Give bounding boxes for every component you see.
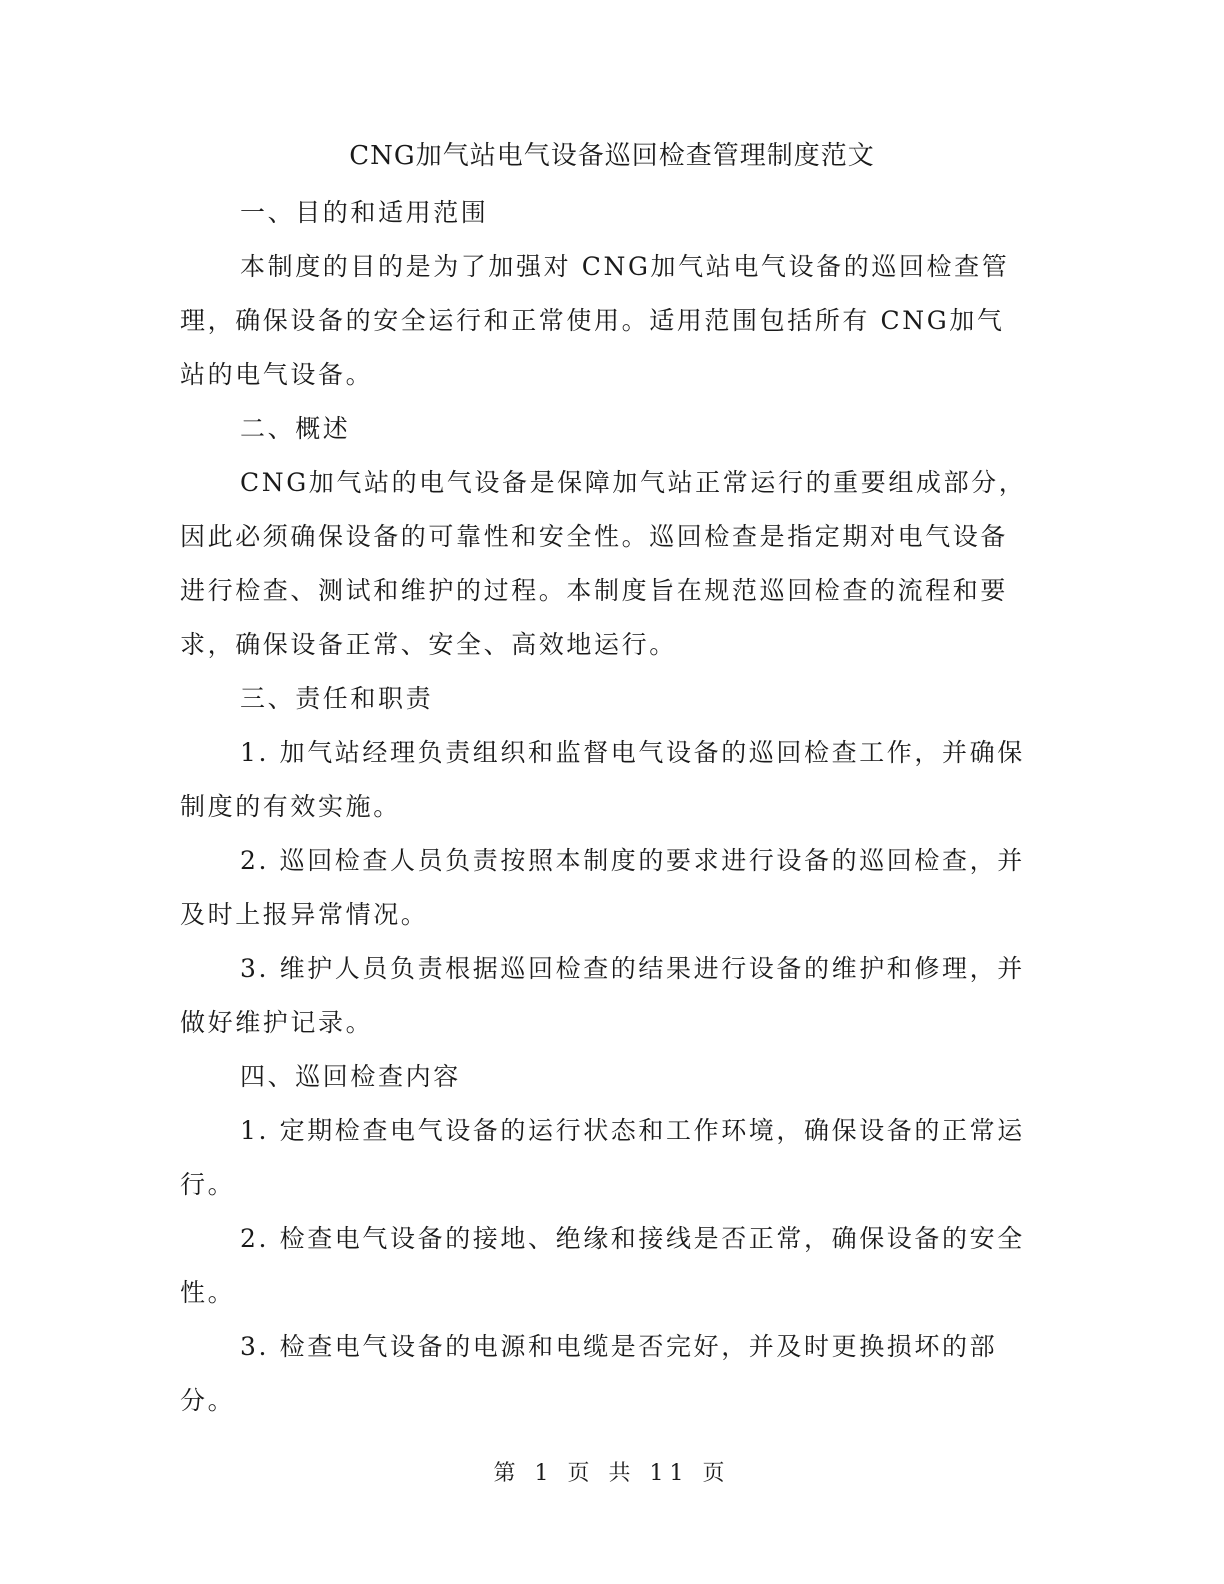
paragraph-purpose: 本制度的目的是为了加强对 CNG加气站电气设备的巡回检查管理，确保设备的安全运行和正常使用。适用范围包括所有 CNG加气站的电气设备。 xyxy=(180,252,1010,389)
section-heading-purpose: 一、目的和适用范围 xyxy=(240,198,489,227)
section-heading-inspection-content: 四、巡回检查内容 xyxy=(240,1062,461,1091)
section-heading-overview: 二、概述 xyxy=(240,414,351,443)
list-item: 3. 维护人员负责根据巡回检查的结果进行设备的维护和修理，并做好维护记录。 xyxy=(180,954,1025,1037)
list-item: 1. 加气站经理负责组织和监督电气设备的巡回检查工作，并确保制度的有效实施。 xyxy=(180,738,1025,821)
page-footer: 第 1 页 共 11 页 xyxy=(493,1461,731,1486)
list-item: 3. 检查电气设备的电源和电缆是否完好，并及时更换损坏的部分。 xyxy=(180,1332,998,1415)
document-body xyxy=(180,186,1030,1428)
list-item: 2. 检查电气设备的接地、绝缘和接线是否正常，确保设备的安全性。 xyxy=(180,1224,1025,1307)
section-heading-responsibilities: 三、责任和职责 xyxy=(240,684,434,713)
paragraph-overview: CNG加气站的电气设备是保障加气站正常运行的重要组成部分，因此必须确保设备的可靠性和安全性。巡回检查是指定期对电气设备进行检查、测试和维护的过程。本制度旨在规范巡回检查的流程和要求，确保设备正常、安全、高效地运行。 xyxy=(180,468,1027,659)
list-item: 2. 巡回检查人员负责按照本制度的要求进行设备的巡回检查，并及时上报异常情况。 xyxy=(180,846,1025,929)
list-item: 1. 定期检查电气设备的运行状态和工作环境，确保设备的正常运行。 xyxy=(180,1116,1025,1199)
document-title: CNG加气站电气设备巡回检查管理制度范文 xyxy=(349,141,875,171)
